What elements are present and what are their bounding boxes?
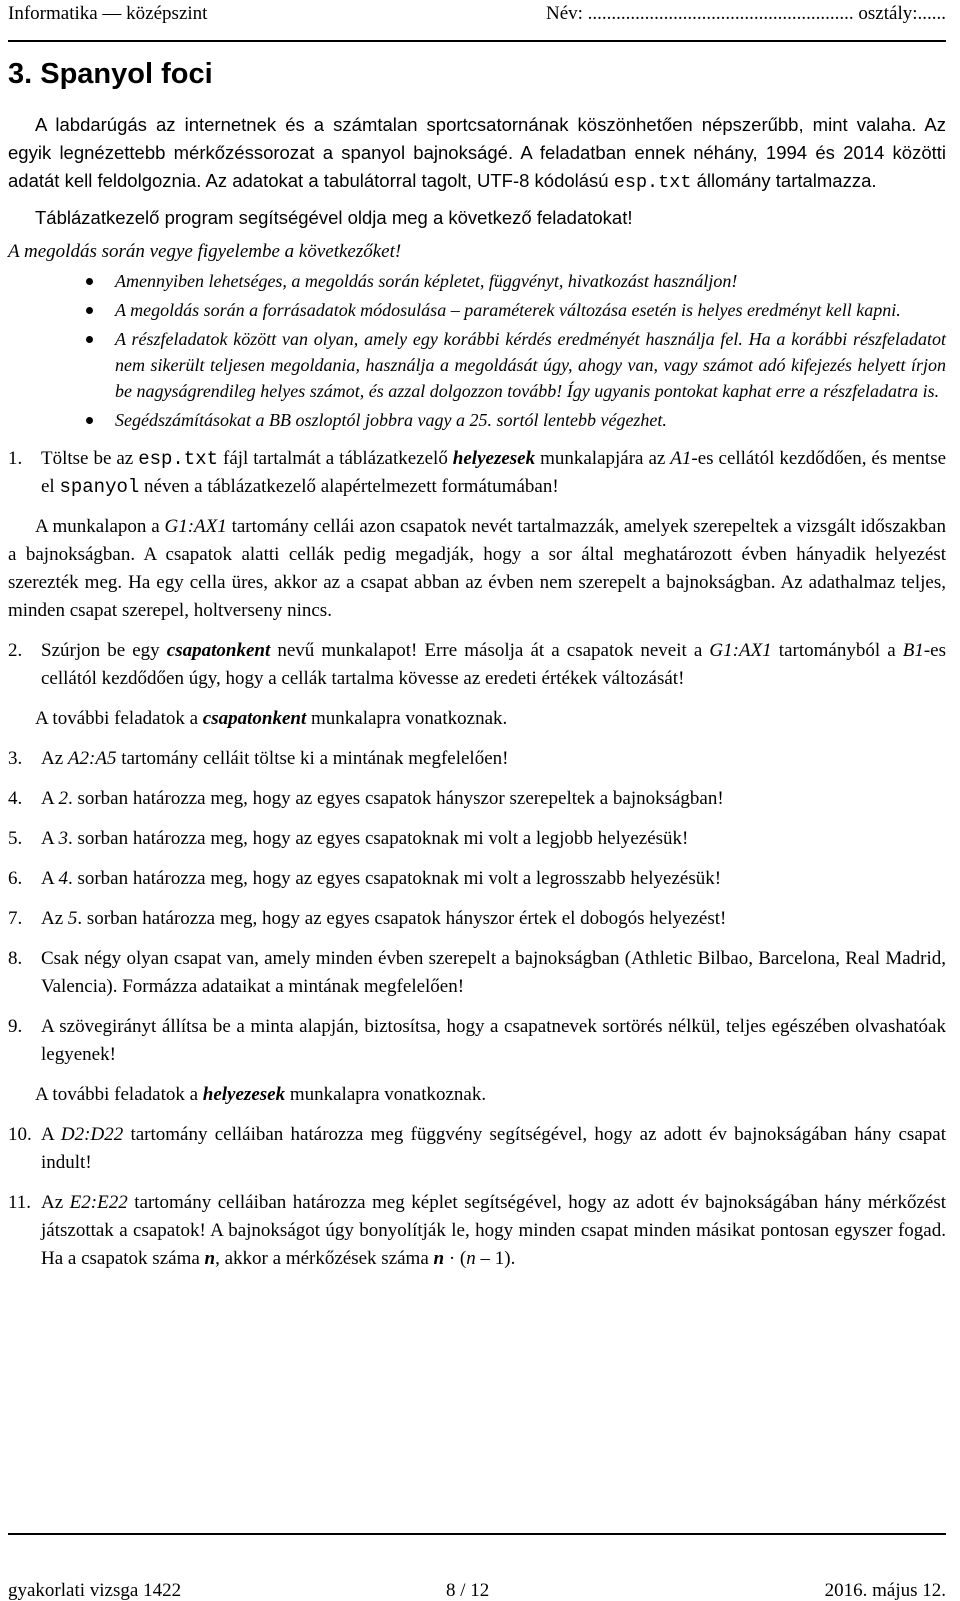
note-item: A megoldás során a forrásadatok módosulása – paraméterek változása esetén is helyes eredményt kell kapni. xyxy=(8,297,946,323)
save-name: spanyol xyxy=(59,476,140,498)
variable-n: n xyxy=(433,1248,445,1269)
range-ref: A2:A5 xyxy=(67,748,117,769)
variable-n: n xyxy=(466,1248,476,1269)
task-5: 5. A 3. sorban határozza meg, hogy az egyes csapatoknak mi volt a legjobb helyezésük! xyxy=(8,825,946,853)
task-2: 2. Szúrjon be egy csapatonkent nevű munkalapot! Erre másolja át a csapatok neveit a G1:AX1 tartományból a B1-es cellától kezdődően úgy, hogy a cellák tartalma kövesse az eredeti értékek változását! xyxy=(8,637,946,693)
task-7: 7. Az 5. sorban határozza meg, hogy az egyes csapatok hányszor értek el dobogós helyezést! xyxy=(8,905,946,933)
range-ref: D2:D22 xyxy=(60,1124,124,1145)
header-subject: Informatika — középszint xyxy=(8,3,208,24)
note-item: Segédszámításokat a BB oszloptól jobbra vagy a 25. sortól lentebb végezhet. xyxy=(8,407,946,433)
sheet-name: csapatonkent xyxy=(166,640,271,661)
exam-id: gyakorlati vizsga 1422 xyxy=(8,1580,182,1601)
task-10: 10. A D2:D22 tartomány celláiban határozza meg függvény segítségével, hogy az adott év bajnokságában hány csapat indult! xyxy=(8,1121,946,1177)
task-6: 6. A 4. sorban határozza meg, hogy az egyes csapatoknak mi volt a legrosszabb helyezésük! xyxy=(8,865,946,893)
task-number: 1. xyxy=(8,448,23,469)
cell-ref: A1 xyxy=(670,448,692,469)
task-number: 7. xyxy=(8,908,23,929)
task-1: 1. Töltse be az esp.txt fájl tartalmát a táblázatkezelő helyezesek munkalapjára az A1-es cellától kezdődően, és mentse el spanyol néven a táblázatkezelő alapértelmezett formátumában! xyxy=(8,445,946,501)
task-11: 11. Az E2:E22 tartomány celláiban határozza meg képlet segítségével, hogy az adott év bajnokságában hány mérkőzést játszottak a csapatok! A bajnokságot úgy bonyolítják le, hogy minden csapat minden másikat pontosan egyszer fogad. Ha a csapatok száma n, akkor a mérkőzések száma n · (n – 1). xyxy=(8,1189,946,1273)
task-4: 4. A 2. sorban határozza meg, hogy az egyes csapatok hányszor szerepeltek a bajnokságban! xyxy=(8,785,946,813)
task-number: 2. xyxy=(8,640,23,661)
task-number: 9. xyxy=(8,1016,23,1037)
task-number: 8. xyxy=(8,948,23,969)
task-number: 10. xyxy=(8,1124,32,1145)
task-number: 5. xyxy=(8,828,23,849)
task-9: 9. A szövegirányt állítsa be a minta alapján, biztosítsa, hogy a csapatnevek sortörés nélkül, teljes egészében olvashatóak legyenek! xyxy=(8,1013,946,1069)
variable-n: n xyxy=(204,1248,216,1269)
sheet-name: helyezesek xyxy=(202,1084,286,1105)
page-header xyxy=(8,0,946,42)
notes-list xyxy=(8,268,946,433)
note-item: Amennyiben lehetséges, a megoldás során képletet, függvényt, hivatkozást használjon! xyxy=(8,268,946,294)
instruction: Táblázatkezelő program segítségével oldja meg a következő feladatokat! xyxy=(35,207,633,228)
filename: esp.txt xyxy=(613,172,692,193)
intro-paragraph: A labdarúgás az internetnek és a számtalan sportcsatornának köszönhetően népszerűbb, mint valaha. Az egyik legnézettebb mérkőzéssorozat a spanyol bajnokságé. A feladatban ennek néhány, 1994 és 2014 közötti adatát kell feldolgoznia. Az adatokat a tabulátorral tagolt, UTF-8 kódolású esp.txt állomány tartalmazza. xyxy=(8,114,946,193)
task-number: 11. xyxy=(8,1192,32,1213)
exam-date: 2016. május 12. xyxy=(824,1580,946,1601)
range-ref: G1:AX1 xyxy=(164,516,227,537)
page-title: 3. Spanyol foci xyxy=(8,58,213,90)
task-number: 6. xyxy=(8,868,23,889)
note-item: A részfeladatok között van olyan, amely egy korábbi kérdés eredményét használja fel. Ha a korábbi részfeladatot nem sikerült teljesen megoldania, használja a megoldását úgy, ahogy van, vagy számot adó kifejezés helyett írjon be nagyságrendileg helyes számot, és azzal dolgozzon tovább! Így ugyanis pontokat kaphat erre a részfeladatra is. xyxy=(8,326,946,404)
header-name-field: Név: ........................................................ osztály:...... xyxy=(545,3,946,24)
page-footer xyxy=(8,1533,946,1601)
sheet-name: helyezesek xyxy=(452,448,536,469)
task-content xyxy=(8,111,946,1285)
data-description: A munkalapon a G1:AX1 tartomány cellái azon csapatok nevét tartalmazzák, amelyek szerepeltek a vizsgált időszakban a bajnokságban. A csapatok alatti cellák pedig megadják, hogy a sor által meghatározott évben hányadik helyezést szerezték meg. Ha egy cella üres, akkor az a csapat abban az évben nem szerepelt a bajnokságban. Az adathalmaz teljes, minden csapat szerepel, holtverseny nincs. xyxy=(8,516,946,621)
sheet-note: A további feladatok a csapatonkent munkalapra vonatkoznak. xyxy=(35,708,508,729)
sheet-name: csapatonkent xyxy=(202,708,307,729)
task-number: 4. xyxy=(8,788,23,809)
row-ref: 4 xyxy=(58,868,68,889)
range-ref: E2:E22 xyxy=(69,1192,128,1213)
row-ref: 2 xyxy=(58,788,68,809)
range-ref: G1:AX1 xyxy=(709,640,772,661)
cell-ref: B1 xyxy=(902,640,924,661)
task-8: 8. Csak négy olyan csapat van, amely minden évben szerepelt a bajnokságban (Athletic Bilbao, Barcelona, Real Madrid, Valencia). Formázza adataikat a mintának megfelelően! xyxy=(8,945,946,1001)
row-ref: 5 xyxy=(67,908,78,929)
filename: esp.txt xyxy=(138,448,219,470)
notes-title: A megoldás során vegye figyelembe a következőket! xyxy=(8,241,402,262)
task-number: 3. xyxy=(8,748,23,769)
sheet-note: A további feladatok a helyezesek munkalapra vonatkoznak. xyxy=(35,1084,487,1105)
task-3: 3. Az A2:A5 tartomány celláit töltse ki a mintának megfelelően! xyxy=(8,745,946,773)
page-number: 8 / 12 xyxy=(446,1580,490,1601)
row-ref: 3 xyxy=(58,828,68,849)
